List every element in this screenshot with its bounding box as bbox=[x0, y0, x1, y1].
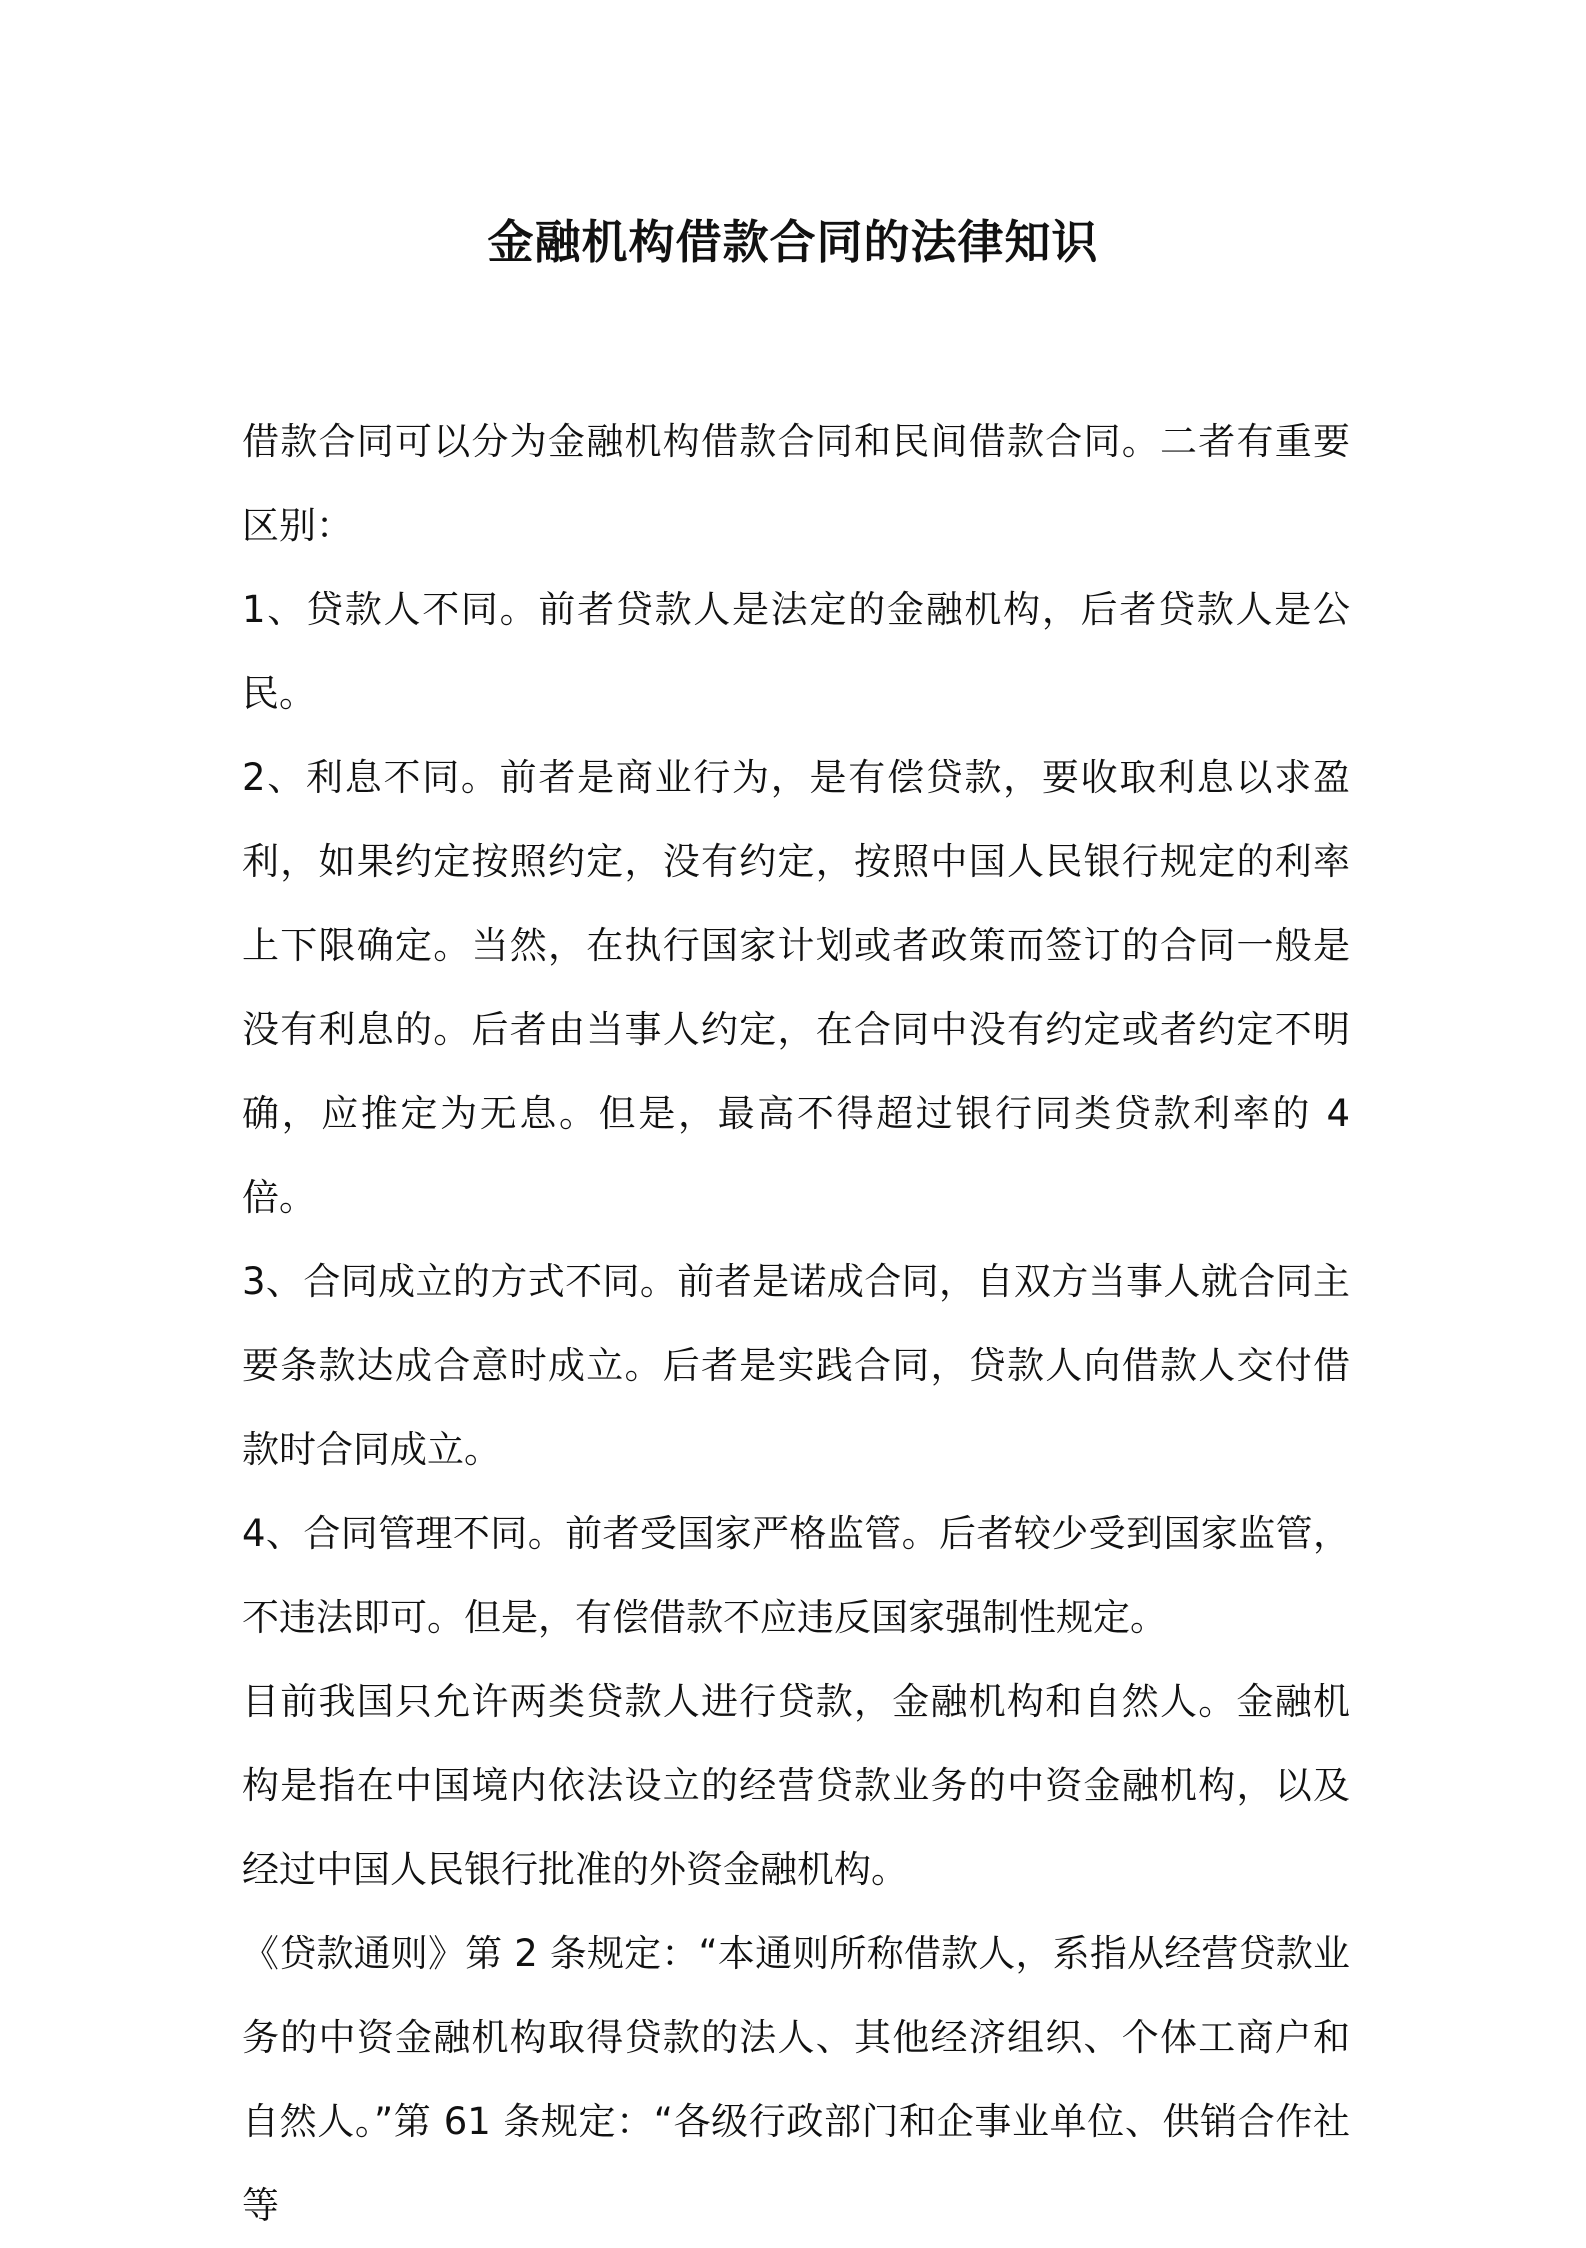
paragraph-point-2: 2、利息不同。前者是商业行为，是有偿贷款，要收取利息以求盈利，如果约定按照约定，没有约定，按照中国人民银行规定的利率上下限确定。当然，在执行国家计划或者政策而签订的合同一般是没有利息的。后者由当事人约定，在合同中没有约定或者约定不明确，应推定为无息。但是，最高不得超过银行同类贷款利率的 4 倍。 bbox=[242, 756, 1350, 1219]
paragraph-regulation: 《贷款通则》第 2 条规定：“本通则所称借款人，系指从经营贷款业务的中资金融机构取得贷款的法人、其他经济组织、个体工商户和自然人。”第 61 条规定：“各级行政部门和企事业单位、供销合作社等 bbox=[242, 1932, 1350, 2227]
paragraph-point-1: 1、贷款人不同。前者贷款人是法定的金融机构，后者贷款人是公民。 bbox=[242, 588, 1350, 715]
paragraph-point-4: 4、合同管理不同。前者受国家严格监管。后者较少受到国家监管，不违法即可。但是，有偿借款不应违反国家强制性规定。 bbox=[242, 1512, 1350, 1639]
paragraph-intro: 借款合同可以分为金融机构借款合同和民间借款合同。二者有重要区别： bbox=[242, 420, 1350, 547]
paragraph-point-3: 3、合同成立的方式不同。前者是诺成合同，自双方当事人就合同主要条款达成合意时成立。后者是实践合同，贷款人向借款人交付借款时合同成立。 bbox=[242, 1260, 1350, 1471]
document-title: 金融机构借款合同的法律知识 bbox=[487, 215, 1099, 269]
paragraph-lenders: 目前我国只允许两类贷款人进行贷款，金融机构和自然人。金融机构是指在中国境内依法设立的经营贷款业务的中资金融机构，以及经过中国人民银行批准的外资金融机构。 bbox=[242, 1680, 1350, 1891]
document-body bbox=[242, 400, 1350, 2248]
